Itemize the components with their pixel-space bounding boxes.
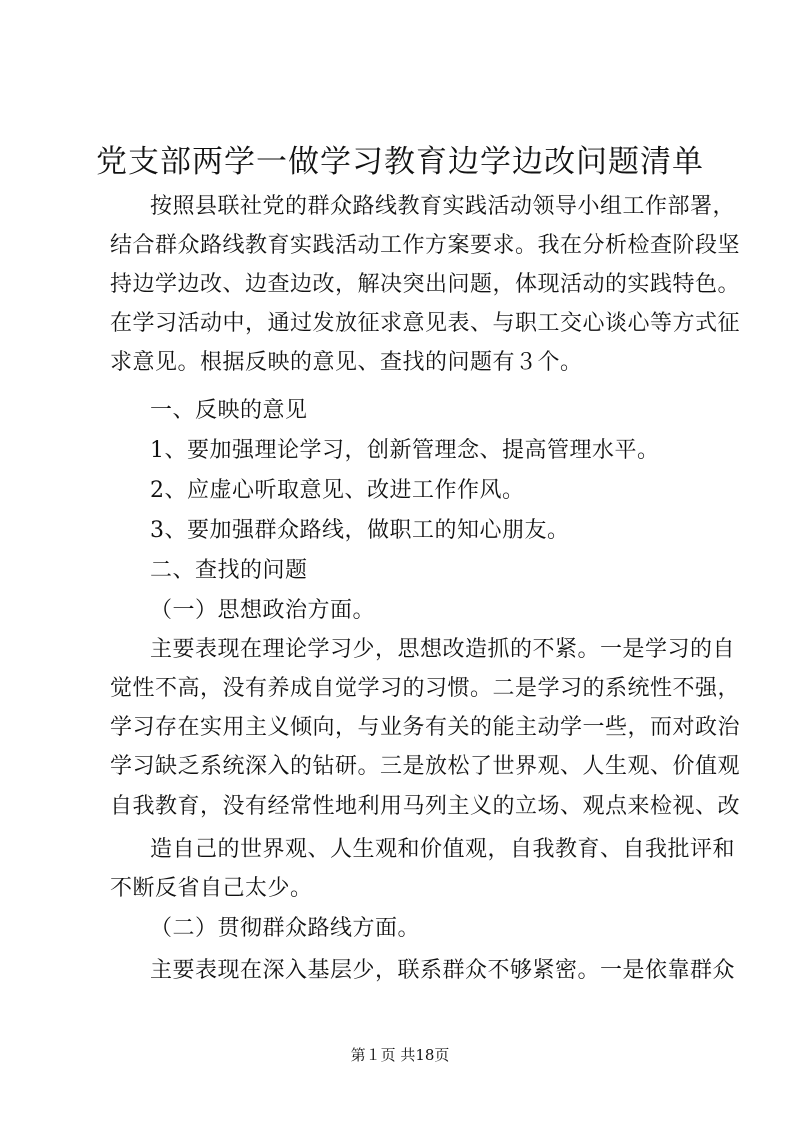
document-title: 党支部两学一做学习教育边学边改问题清单 [96, 144, 704, 180]
section-heading: 一、反映的意见 [150, 398, 308, 423]
list-item: 1、要加强理论学习，创新管理念、提高管理水平。 [150, 438, 660, 463]
list-item: 3、要加强群众路线，做职工的知心朋友。 [150, 518, 570, 543]
body-line: 觉性不高，没有养成自觉学习的习惯。二是学习的系统性不强， [110, 676, 741, 701]
page-number: 第１页 共18页 [350, 1046, 450, 1064]
body-line: 不断反省自己太少。 [110, 876, 313, 901]
body-line: 学习缺乏系统深入的钻研。三是放松了世界观、人生观、价值观 [110, 754, 741, 779]
section-heading: 二、查找的问题 [150, 558, 308, 583]
body-line: 学习存在实用主义倾向，与业务有关的能主动学一些，而对政治 [110, 715, 741, 740]
body-line: 持边学边改、边查边改，解决突出问题，体现活动的实践特色。 [110, 272, 741, 297]
list-item: 2、应虚心听取意见、改进工作作风。 [150, 478, 525, 503]
body-line: 自我教育，没有经常性地利用马列主义的立场、观点来检视、改 [110, 794, 741, 819]
body-line: 结合群众路线教育实践活动工作方案要求。我在分析检查阶段坚 [110, 233, 741, 258]
body-line: 按照县联社党的群众路线教育实践活动领导小组工作部署， [150, 194, 736, 219]
body-line: 造自己的世界观、人生观和价值观，自我教育、自我批评和 [150, 837, 736, 862]
body-line: 主要表现在深入基层少，联系群众不够紧密。一是依靠群众 [150, 958, 736, 983]
subsection-heading: （一）思想政治方面。 [150, 598, 376, 623]
body-line: 在学习活动中，通过发放征求意见表、与职工交心谈心等方式征 [110, 311, 741, 336]
body-line: 求意见。根据反映的意见、查找的问题有３个。 [110, 350, 583, 375]
body-line: 主要表现在理论学习少，思想改造抓的不紧。一是学习的自 [150, 637, 736, 662]
subsection-heading: （二）贯彻群众路线方面。 [150, 916, 421, 941]
